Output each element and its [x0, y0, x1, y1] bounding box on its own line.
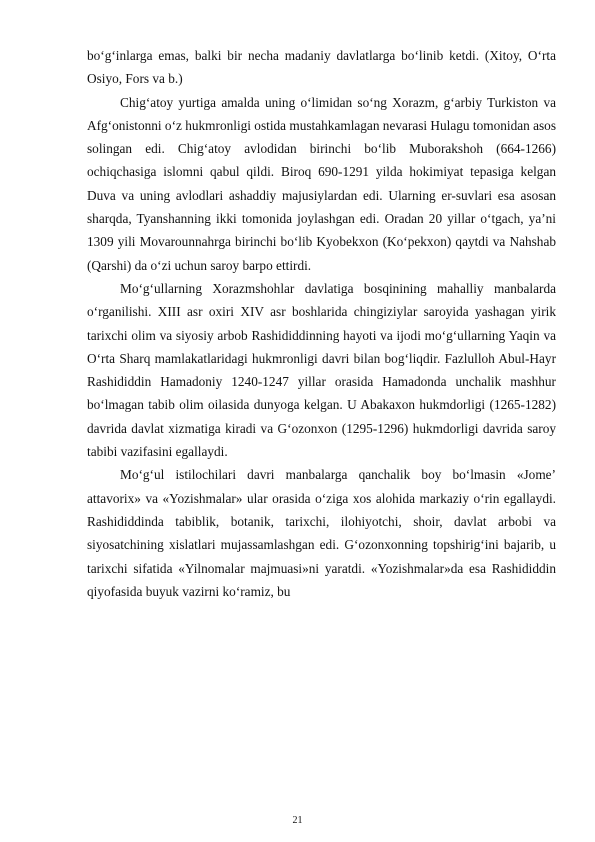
page-number: 21	[292, 815, 303, 826]
paragraph-continuation: bo‘g‘inlarga emas, balki bir necha madaniy davlatlarga bo‘linib ketdi. (Xitoy, O‘rta Osiyo, Fors va b.)	[87, 48, 556, 87]
paragraph-chigatoy: Chig‘atoy yurtiga amalda uning o‘limidan so‘ng Xorazm, g‘arbiy Turkiston va Afg‘onistonni o‘z hukmronligi ostida mustahkamlagan nevarasi Hulagu tomonidan asos solingan edi. Chig‘atoy avlodidan birinchi bo‘lib Muborakshoh (664-1266) ochiqchasiga islomni qabul qildi. Biroq 690-1291 yilda hokimiyat tepasiga kelgan Duva va uning avlodlari ashaddiy majusiylardan edi. Ularning er-suvlari esa asosan sharqda, Tyanshanning ikki tomonida joylashgan edi. Oradan 20 yillar o‘tgach, ya’ni 1309 yili Movarounnahrga birinchi bo‘lib Kyobekxon (Ko‘pekxon) qaytdi va Nahshab (Qarshi) da o‘zi uchun saroy barpo ettirdi.	[87, 94, 557, 273]
paragraph-rashididdin-life: Mo‘g‘ullarning Xorazmshohlar davlatiga bosqinining mahalliy manbalarda o‘rganilishi. XIII asr oxiri XIV asr boshlarida chingiziylar saroyida yashagan yirik tarixchi olim va siyosiy arbob Rashididdinning hayoti va ijodi mo‘g‘ullarning Yaqin va O‘rta Sharq mamlakatlaridagi hukmronligi davri bilan bog‘liqdir. Fazlulloh Abul-Hayr Rashididdin Hamadoniy 1240-1247 yillar orasida Hamadonda unchalik mashhur bo‘lmagan tabib olim oilasida dunyoga kelgan. U Abakaxon hukmdorligi (1265-1282) davrida davlat xizmatiga kiradi va G‘ozonxon (1295-1296) hukmdorligi davrida saroy tabibi vazifasini egallaydi.	[87, 280, 556, 460]
body-text	[87, 44, 556, 603]
paragraph-jome-attavorix: Mo‘g‘ul istilochilari davri manbalarga qanchalik boy bo‘lmasin «Jome’ attavorix» va «Yozishmalar» ular orasida o‘ziga xos alohida markaziy o‘rin egallaydi. Rashididdinda tabiblik, botanik, tarixchi, ilohiyotchi, shoir, davlat arbobi va siyosatchining xislatlari mujassamlashgan edi. G‘ozonxonning topshirig‘ini bajarib, u tarixchi sifatida «Yilnomalar majmuasi»ni yaratdi. «Yozishmalar»da esa Rashididdin qiyofasida buyuk vazirni ko‘ramiz, bu	[87, 467, 556, 599]
